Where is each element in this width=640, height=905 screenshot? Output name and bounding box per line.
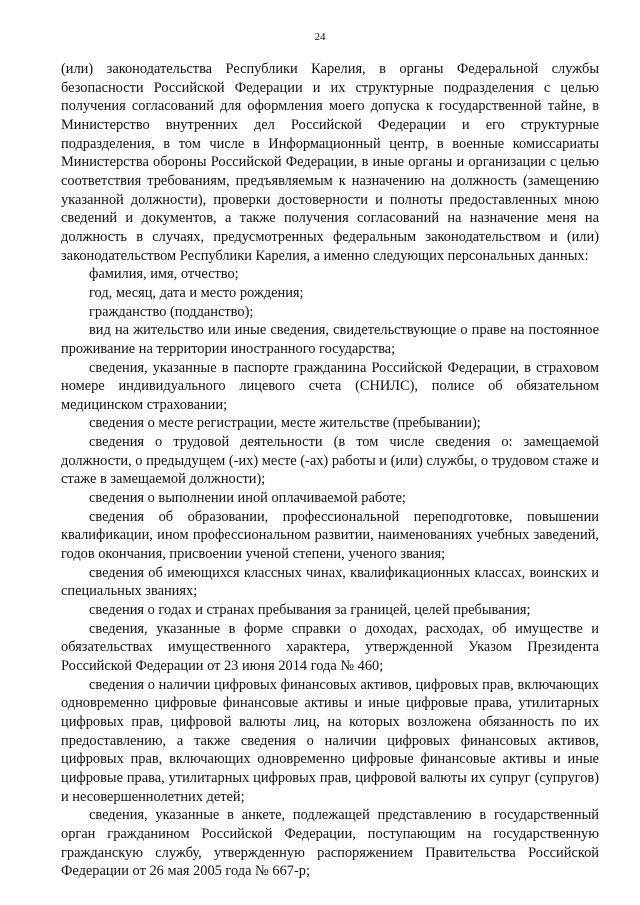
page-number: 24 <box>314 31 326 43</box>
paragraph-income-statement: сведения, указанные в форме справки о доходах, расходах, об имуществе и обязательствах имущественного характера, утвержденной Указом Президента Российской Федерации от 23 июня 2014 года № 460; <box>61 620 599 674</box>
paragraph-stays-abroad: сведения о годах и странах пребывания за границей, целей пребывания; <box>89 602 531 619</box>
paragraph-employment: сведения о трудовой деятельности (в том числе сведения о: замещаемой должности, о предыдущем (-их) месте (-ах) работы и (или) службы, о трудовом стаже и стаже в замещаемой должности); <box>61 434 599 488</box>
paragraph-birth-date-place: год, месяц, дата и место рождения; <box>89 284 304 301</box>
paragraph-intro: (или) законодательства Республики Карелия, в органы Федеральной службы безопасности Российской Федерации и их структурные подразделения с целью получения согласований для оформления моего допуска к государственной тайне, в Министерство внутренних дел Российской Федерации и его структурные подразделения, в том числе в Информационный центр, в военные комиссариаты Министерства обороны Российской Федерации, в иные органы и организации с целью соответствия требованиям, предъявляемым к назначению на должность (замещению указанной должности), проверки достоверности и полноты предоставленных мною сведений и документов, а также получения согласований на назначение меня на должность в случаях, предусмотренных федеральным законодательством и (или) законодательством Республики Карелия, а именно следующих персональных данных: <box>61 61 599 264</box>
paragraph-citizenship: гражданство (подданство); <box>89 303 254 320</box>
paragraph-class-ranks: сведения об имеющихся классных чинах, квалификационных классах, воинских и специальных званиях; <box>61 564 599 600</box>
paragraph-residence-permit: вид на жительство или иные сведения, свидетельствующие о праве на постоянное проживание на территории иностранного государства; <box>61 322 599 357</box>
paragraph-passport-data: сведения, указанные в паспорте гражданина Российской Федерации, в страховом номере индивидуального лицевого счета (СНИЛС), полисе об обязательном медицинском страховании; <box>61 359 599 413</box>
paragraph-full-name: фамилия, имя, отчество; <box>89 266 239 283</box>
document-body <box>61 60 599 881</box>
paragraph-registration: сведения о месте регистрации, месте жительстве (пребывании); <box>89 415 481 432</box>
paragraph-education: сведения об образовании, профессиональной переподготовке, повышении квалификации, ином профессиональном развитии, наименованиях учебных заведений, годов окончания, присвоении ученой степени, ученого звания; <box>61 508 599 563</box>
paragraph-questionnaire: сведения, указанные в анкете, подлежащей представлению в государственный орган гражданином Российской Федерации, поступающим на государственную гражданскую службу, утвержденную распоряжением Правительства Российской Федерации от 26 мая 2005 года № 667-р; <box>61 807 599 880</box>
paragraph-digital-assets: сведения о наличии цифровых финансовых активов, цифровых прав, включающих одновременно цифровые финансовые активы и иные цифровые права, утилитарных цифровых прав, цифровой валюты лиц, на которых возложена обязанность по их предоставлению, а также сведения о наличии цифровых финансовых активов, цифровых прав, включающих одновременно цифровые финансовые активы и иные цифровые права, утилитарных цифровых прав, цифровой валюты их супруг (супругов) и несовершеннолетних детей; <box>61 676 599 805</box>
paragraph-other-paid-work: сведения о выполнении иной оплачиваемой работе; <box>89 490 406 507</box>
